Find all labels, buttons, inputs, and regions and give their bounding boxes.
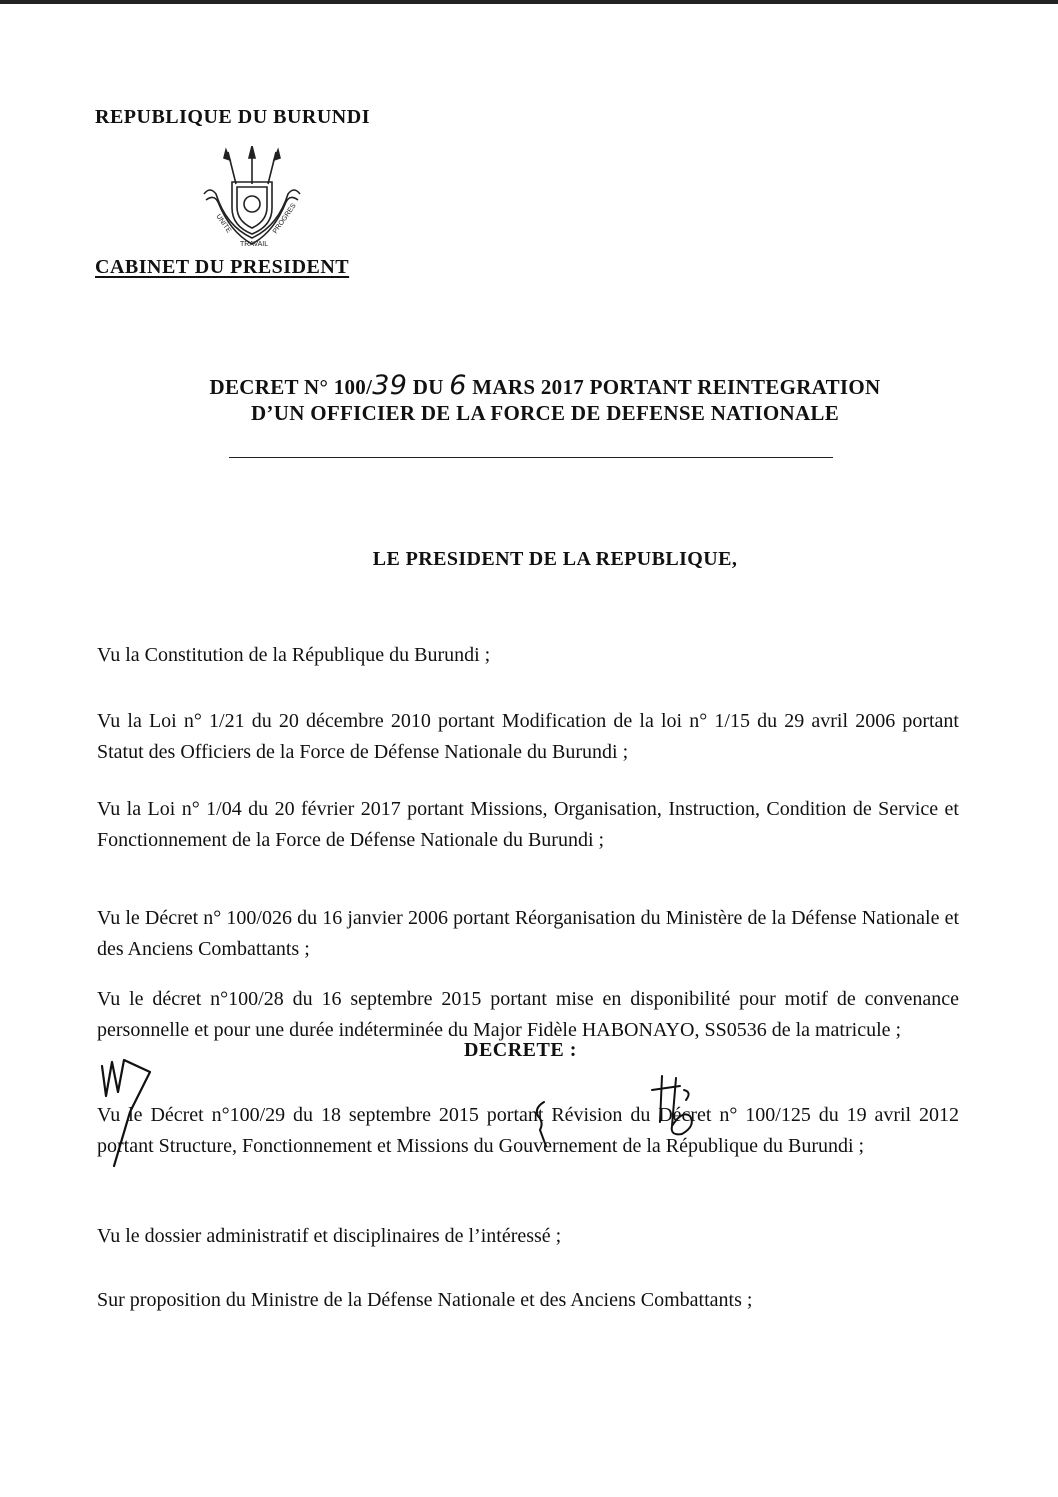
paragraph-decret-100-026: Vu le Décret n° 100/026 du 16 janvier 2006 portant Réorganisation du Ministère de la Défense Nationale et des Anciens Combattants ; <box>97 907 959 960</box>
republic-header: REPUBLIQUE DU BURUNDI <box>95 106 370 128</box>
decree-title-du: DU <box>407 375 450 399</box>
decree-title-line-1 <box>80 370 1010 401</box>
decree-title-line-2: D’UN OFFICIER DE LA FORCE DE DEFENSE NATIONALE <box>250 401 840 425</box>
decrete-heading: DECRETE : <box>464 1039 577 1061</box>
paragraph-dossier: Vu le dossier administratif et disciplinaires de l’intéressé ; <box>97 1225 562 1247</box>
page-top-border <box>0 0 1058 4</box>
paragraph-decret-100-28: Vu le décret n°100/28 du 16 septembre 2015 portant mise en disponibilité pour motif de convenance personnelle et pour une durée indéterminée du Major Fidèle HABONAYO, SS0536 de la matricule ; <box>97 988 959 1041</box>
decree-title-prefix: DECRET N° 100/ <box>209 375 373 399</box>
emblem-motto-travail: TRAVAIL <box>240 241 269 248</box>
paragraph-constitution: Vu la Constitution de la République du Burundi ; <box>97 644 491 666</box>
decree-day-handwritten: 6 <box>449 370 467 401</box>
emblem-motto-unite: UNITE <box>214 213 233 235</box>
paragraph-loi-1-04: Vu la Loi n° 1/04 du 20 février 2017 portant Missions, Organisation, Instruction, Condition de Service et Fonctionnement de la Force de Défense Nationale du Burundi ; <box>97 798 959 851</box>
cabinet-header: CABINET DU PRESIDENT <box>95 256 350 278</box>
decree-number-handwritten: 39 <box>372 370 408 401</box>
title-underline <box>229 457 833 458</box>
initial-mark-handwritten <box>530 1098 554 1150</box>
initials-right-handwritten <box>646 1070 700 1142</box>
emblem-motto-progres: PROGRES <box>271 202 298 236</box>
paragraph-decret-100-29: Vu le Décret n°100/29 du 18 septembre 2015 portant Révision du Décret n° 100/125 du 19 avril 2012 portant Structure, Fonctionnement et Missions du Gouvernement de la République du Burundi ; <box>97 1104 959 1157</box>
paragraph-proposition: Sur proposition du Ministre de la Défense Nationale et des Anciens Combattants ; <box>97 1289 753 1311</box>
paragraph-loi-1-21: Vu la Loi n° 1/21 du 20 décembre 2010 portant Modification de la loi n° 1/15 du 29 avril 2006 portant Statut des Officiers de la Force de Défense Nationale du Burundi ; <box>97 710 959 763</box>
initials-left-handwritten <box>96 1052 156 1170</box>
decree-title-rest: MARS 2017 PORTANT REINTEGRATION <box>466 375 881 399</box>
coat-of-arms-emblem <box>196 146 308 252</box>
president-heading: LE PRESIDENT DE LA REPUBLIQUE, <box>372 548 738 570</box>
